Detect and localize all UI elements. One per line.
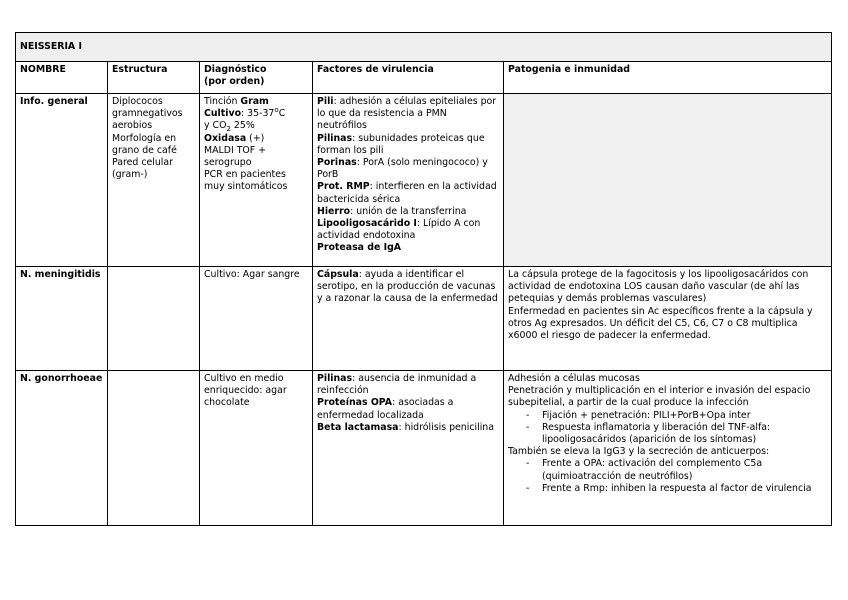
row-name: N. gonorrhoeae bbox=[16, 371, 108, 526]
diag-maldi: MALDI TOF + bbox=[204, 144, 267, 156]
patogenia-line: También se eleva la IgG3 y la secreción de anticuerpos: bbox=[508, 446, 770, 458]
diag-serogrupo: serogrupo bbox=[204, 157, 252, 169]
header-estructura: Estructura bbox=[108, 62, 200, 94]
factores-cell bbox=[313, 371, 504, 526]
diag-oxidasa: Oxidasa (+) bbox=[204, 132, 265, 144]
factor-item: Pilinas: ausencia de inmunidad a reinfección bbox=[317, 373, 477, 397]
patogenia-cell-empty bbox=[504, 94, 832, 267]
factores-cell: Cápsula: ayuda a identificar el serotipo, en la producción de vacunas y a razonar la causa de la enfermedad bbox=[313, 267, 504, 371]
header-diagnostico-line1: Diagnóstico bbox=[204, 64, 267, 75]
factor-item: Beta lactamasa: hidrólisis penicilina bbox=[317, 421, 494, 433]
diagnostico-cell: Cultivo en medio enriquecido: agar chocolate bbox=[200, 371, 313, 526]
factor-item: Proteínas OPA: asociadas a enfermedad localizada bbox=[317, 397, 454, 421]
table-title: NEISSERIA I bbox=[16, 33, 832, 62]
factor-item: Pilinas: subunidades proteicas que forman los pili bbox=[317, 132, 485, 156]
patogenia-list bbox=[508, 410, 827, 447]
table-row-gonorrhoeae bbox=[16, 371, 832, 526]
patogenia-list bbox=[508, 458, 827, 495]
header-patogenia: Patogenia e inmunidad bbox=[504, 62, 832, 94]
estructura-cell bbox=[108, 371, 200, 526]
diag-tincion: Tinción Gram bbox=[204, 96, 269, 107]
row-name: N. meningitidis bbox=[16, 267, 108, 371]
diagnostico-cell: Cultivo: Agar sangre bbox=[200, 267, 313, 371]
diagnostico-cell bbox=[200, 94, 313, 267]
diag-pcr: PCR en pacientes muy sintomáticos bbox=[204, 169, 288, 193]
diag-cultivo: Cultivo: 35-37$^o$C bbox=[204, 106, 286, 120]
factor-item: Lipooligosacárido I: Lípido A con actividad endotoxina bbox=[317, 218, 481, 242]
patogenia-cell bbox=[504, 371, 832, 526]
table-row-info-general bbox=[16, 94, 832, 267]
patogenia-line: Penetración y multiplicación en el interior e invasión del espacio subepitelial, a partir de la cual produce la infección bbox=[508, 385, 811, 409]
header-diagnostico-line2: (por orden) bbox=[204, 76, 265, 88]
patogenia-line: Adhesión a células mucosas bbox=[508, 373, 640, 384]
factor-item: Porinas: PorA (solo meningococo) y PorB bbox=[317, 157, 488, 181]
list-item: - Fijación + penetración: PILI+PorB+Opa inter bbox=[508, 410, 827, 422]
estructura-line: Diplococos gramnegativos aerobios bbox=[112, 96, 183, 132]
estructura-line: Pared celular (gram-) bbox=[112, 157, 173, 181]
diag-co2: y $CO_2$ 25% bbox=[204, 120, 255, 134]
patogenia-cell bbox=[504, 267, 832, 371]
factor-item: Prot. RMP: interfieren en la actividad bactericida sérica bbox=[317, 181, 497, 205]
header-factores: Factores de virulencia bbox=[313, 62, 504, 94]
factor-item: Hierro: unión de la transferrina bbox=[317, 205, 467, 217]
list-item: - Respuesta inflamatoria y liberación del TNF-alfa: lipooligosacáridos (aparición de los síntomas) bbox=[508, 422, 827, 446]
factor-item: Proteasa de IgA bbox=[317, 242, 402, 254]
factores-cell bbox=[313, 94, 504, 267]
patogenia-paragraph: Enfermedad en pacientes sin Ac específicos frente a la cápsula y otros Ag expresados. Un déficit del C5, C6, C7 o C8 multiplica x6000 el riesgo de padecer la enfermedad. bbox=[508, 305, 813, 342]
row-name: Info. general bbox=[16, 94, 108, 267]
header-diagnostico bbox=[200, 62, 313, 94]
neisseria-table bbox=[15, 32, 832, 526]
estructura-cell bbox=[108, 94, 200, 267]
table-row-meningitidis bbox=[16, 267, 832, 371]
header-row bbox=[16, 62, 832, 94]
factor-item: Pili: adhesión a células epiteliales por lo que da resistencia a PMN neutrófilos bbox=[317, 96, 497, 132]
list-item: - Frente a OPA: activación del complemento C5a (quimioatracción de neutrófilos) bbox=[508, 458, 827, 482]
list-item: - Frente a Rmp: inhiben la respuesta al factor de virulencia bbox=[508, 483, 827, 495]
patogenia-paragraph: La cápsula protege de la fagocitosis y los lipooligosacáridos con actividad de endotoxina LOS causan daño vascular (de ahí las petequias y demás problemas vasculares) bbox=[508, 269, 809, 305]
estructura-cell bbox=[108, 267, 200, 371]
header-nombre: NOMBRE bbox=[16, 62, 108, 94]
estructura-line: Morfología en grano de café bbox=[112, 132, 177, 156]
